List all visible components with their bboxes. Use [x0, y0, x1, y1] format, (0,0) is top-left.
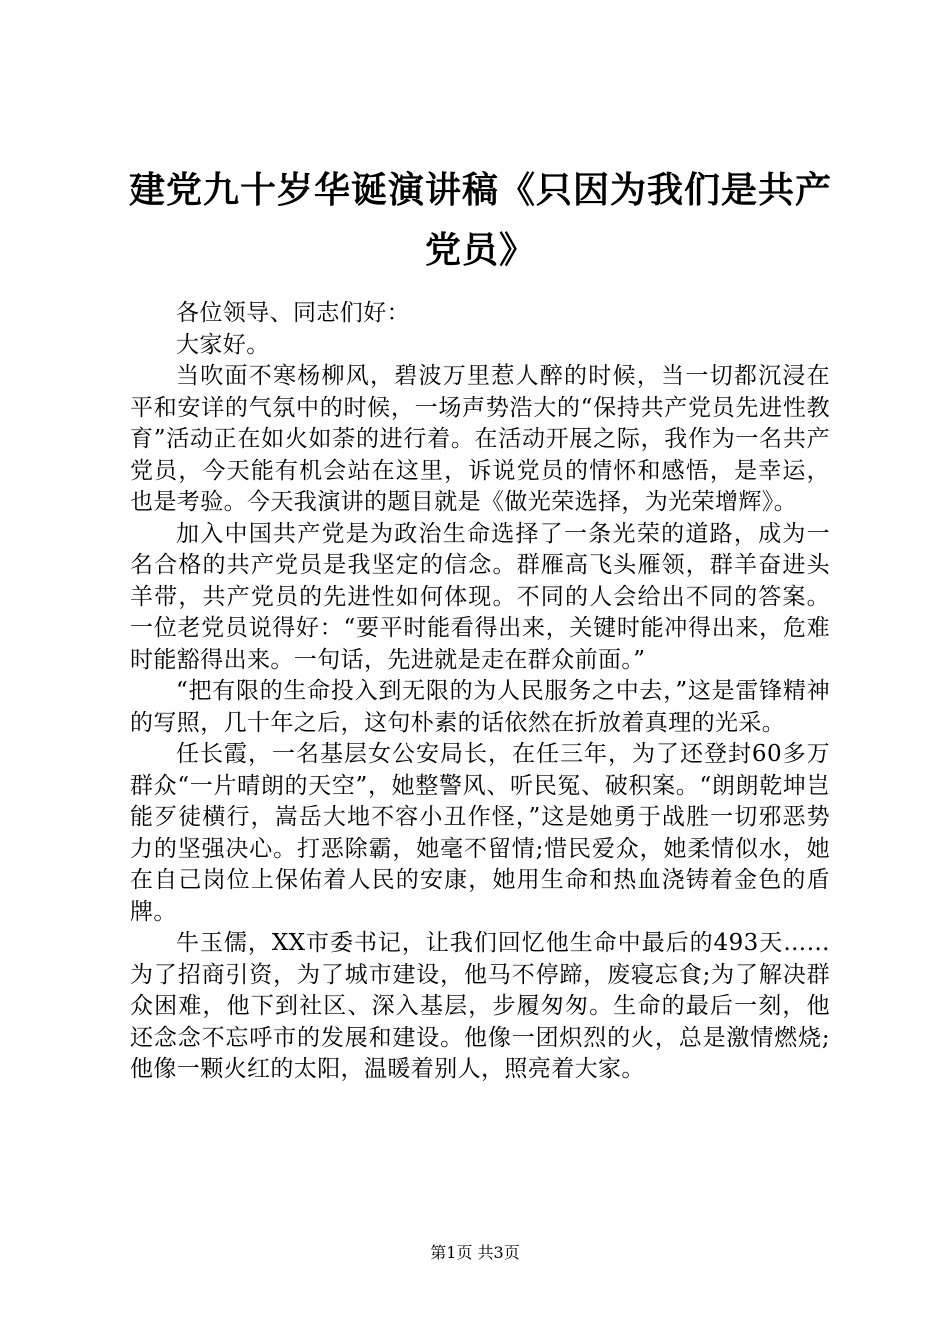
document-body: [130, 298, 830, 1086]
paragraph-ren-changxia: 任长霞，一名基层女公安局长，在任三年，为了还登封60多万群众“一片晴朗的天空”，她整警风、听民冤、破积案。“朗朗乾坤岂能歹徒横行，嵩岳大地不容小丑作怪，”这是她勇于战胜一切邪恶势力的坚强决心。打恶除霸，她毫不留情;惜民爱众，她柔情似水，她在自己岗位上保佑着人民的安康，她用生命和热血浇铸着金色的盾牌。: [130, 741, 830, 925]
page-number-footer: 第1页 共3页: [430, 1243, 520, 1262]
paragraph-greeting-all: 大家好。: [176, 331, 270, 358]
document-title: 建党九十岁华诞演讲稿《只因为我们是共产党员》: [128, 169, 832, 271]
paragraph-joining-party: 加入中国共产党是为政治生命选择了一条光荣的道路，成为一名合格的共产党员是我坚定的信念。群雁高飞头雁领，群羊奋进头羊带，共产党员的先进性如何体现。不同的人会给出不同的答案。一位老党员说得好：“要平时能看得出来，关键时能冲得出来，危难时能豁得出来。一句话，先进就是走在群众前面。”: [130, 520, 830, 673]
paragraph-greeting-leaders: 各位领导、同志们好：: [176, 300, 410, 326]
paragraph-intro: 当吹面不寒杨柳风，碧波万里惹人醉的时候，当一切都沉浸在平和安详的气氛中的时候，一场声势浩大的“保持共产党员先进性教育”活动正在如火如荼的进行着。在活动开展之际，我作为一名共产党员，今天能有机会站在这里，诉说党员的情怀和感悟，是幸运，也是考验。今天我演讲的题目就是《做光荣选择，为光荣增辉》。: [130, 363, 830, 515]
paragraph-lei-feng: “把有限的生命投入到无限的为人民服务之中去，”这是雷锋精神的写照，几十年之后，这句朴素的话依然在折放着真理的光采。: [130, 678, 830, 736]
paragraph-niu-yuru: 牛玉儒，XX市委书记，让我们回忆他生命中最后的493天……为了招商引资，为了城市建设，他马不停蹄，废寝忘食;为了解决群众困难，他下到社区、深入基层，步履匆匆。生命的最后一刻，他还念念不忘呼市的发展和建设。他像一团炽烈的火，总是激情燃烧;他像一颗火红的太阳，温暖着别人，照亮着大家。: [130, 930, 830, 1082]
